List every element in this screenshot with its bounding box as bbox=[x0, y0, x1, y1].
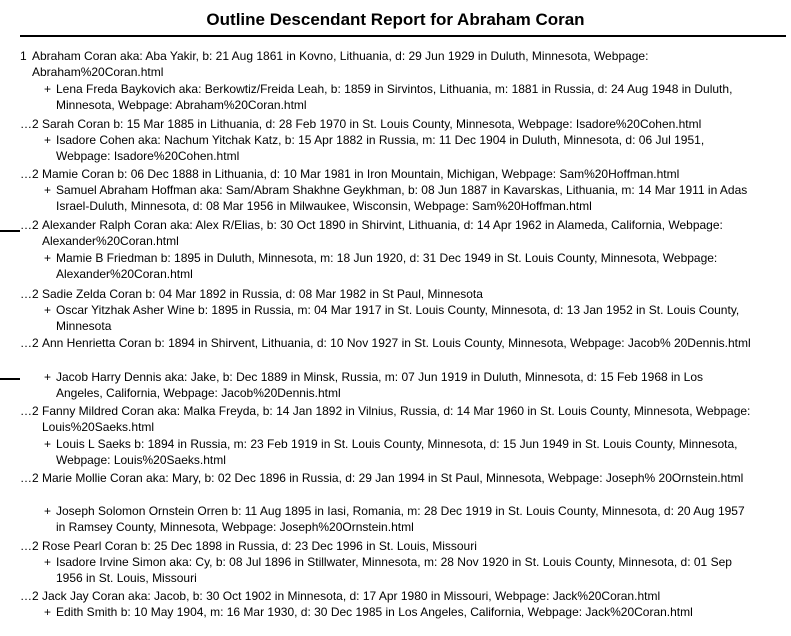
entry-prefix: + bbox=[44, 82, 52, 96]
entry-prefix: …2 bbox=[20, 404, 39, 418]
entry-text: Ann Henrietta Coran b: 1894 in Shirvent, Lithuania, d: 10 Nov 1927 in St. Louis County, Minnesota, Webpage: Jacob% 20Dennis.html bbox=[42, 336, 751, 350]
entry-prefix: + bbox=[44, 437, 52, 451]
entry-prefix: …2 bbox=[20, 167, 39, 181]
child-entry bbox=[20, 335, 762, 351]
entry-text: Fanny Mildred Coran aka: Malka Freyda, b: 14 Jan 1892 in Vilnius, Russia, d: 14 Mar 1960 in St. Louis County, Minnesota, Webpage: Louis%20Saeks.html bbox=[42, 404, 751, 434]
spouse-entry bbox=[32, 604, 750, 620]
entry-prefix: …2 bbox=[20, 336, 39, 350]
entry-prefix: …2 bbox=[20, 589, 39, 603]
entry-text: Sarah Coran b: 15 Mar 1885 in Lithuania, d: 28 Feb 1970 in St. Louis County, Minnesota, Webpage: Isadore%20Cohen.html bbox=[42, 117, 702, 131]
entry-text: Oscar Yitzhak Asher Wine b: 1895 in Russia, m: 04 Mar 1917 in St. Louis County, Minnesota, d: 13 Jan 1952 in St. Louis County, Minnesota bbox=[56, 303, 740, 333]
spouse-entry bbox=[32, 554, 750, 586]
entry-text: Sadie Zelda Coran b: 04 Mar 1892 in Russia, d: 08 Mar 1982 in St Paul, Minnesota bbox=[42, 287, 483, 301]
person-entry bbox=[20, 48, 750, 80]
report-title: Outline Descendant Report for Abraham Coran bbox=[206, 10, 585, 29]
child-entry bbox=[20, 116, 762, 132]
entry-prefix: 1 bbox=[20, 49, 27, 63]
entry-prefix: …2 bbox=[20, 117, 39, 131]
entry-text: Joseph Solomon Ornstein Orren b: 11 Aug 1895 in Iasi, Romania, m: 28 Dec 1919 in St. Louis County, Minnesota, d: 20 Aug 1957 in Ramsey County, Minnesota, Webpage: Joseph%20Ornstein.html bbox=[56, 504, 745, 534]
child-entry bbox=[20, 588, 762, 604]
entry-prefix: + bbox=[44, 504, 52, 518]
child-entry bbox=[20, 538, 762, 554]
entry-prefix: …2 bbox=[20, 287, 39, 301]
entry-text: Jacob Harry Dennis aka: Jake, b: Dec 1889 in Minsk, Russia, m: 07 Jun 1919 in Duluth, Minnesota, d: 15 Feb 1968 in Los Angeles, California, Webpage: Jacob%20Dennis.html bbox=[56, 370, 704, 400]
spouse-entry bbox=[32, 503, 750, 535]
spouse-entry bbox=[32, 436, 750, 468]
entry-text: Isadore Irvine Simon aka: Cy, b: 08 Jul 1896 in Stillwater, Minnesota, m: 28 Nov 1920 in St. Louis County, Minnesota, d: 01 Sep 1956 in St. Louis, Missouri bbox=[56, 555, 732, 585]
entry-prefix: + bbox=[44, 183, 52, 197]
page-margin-mark bbox=[0, 378, 20, 380]
entry-text: Jack Jay Coran aka: Jacob, b: 30 Oct 1902 in Minnesota, d: 17 Apr 1980 in Missouri, Webpage: Jack%20Coran.html bbox=[42, 589, 661, 603]
entry-prefix: + bbox=[44, 303, 52, 317]
entry-prefix: + bbox=[44, 251, 52, 265]
title-rule bbox=[20, 35, 786, 37]
entry-prefix: + bbox=[44, 133, 52, 147]
entry-prefix: …2 bbox=[20, 471, 39, 485]
child-entry bbox=[20, 470, 762, 486]
entry-text: Mamie B Friedman b: 1895 in Duluth, Minnesota, m: 18 Jun 1920, d: 31 Dec 1949 in St. Louis County, Minnesota, Webpage: Alexander%20Coran.html bbox=[56, 251, 718, 281]
entry-text: Louis L Saeks b: 1894 in Russia, m: 23 Feb 1919 in St. Louis County, Minnesota, d: 15 Jun 1949 in St. Louis County, Minnesota, Webpage: Louis%20Saeks.html bbox=[56, 437, 738, 467]
spouse-entry bbox=[32, 250, 750, 282]
entry-text: Marie Mollie Coran aka: Mary, b: 02 Dec 1896 in Russia, d: 29 Jan 1994 in St Paul, Minnesota, Webpage: Joseph% 20Ornstein.html bbox=[42, 471, 744, 485]
entry-prefix: …2 bbox=[20, 539, 39, 553]
child-entry bbox=[20, 217, 762, 249]
entry-text: Abraham Coran aka: Aba Yakir, b: 21 Aug 1861 in Kovno, Lithuania, d: 29 Jun 1929 in Duluth, Minnesota, Webpage: Abraham%20Coran.html bbox=[32, 49, 649, 79]
child-entry bbox=[20, 403, 762, 435]
entry-prefix: + bbox=[44, 605, 52, 619]
entry-prefix: + bbox=[44, 555, 52, 569]
child-entry bbox=[20, 166, 762, 182]
entry-text: Edith Smith b: 10 May 1904, m: 16 Mar 1930, d: 30 Dec 1985 in Los Angeles, California, Webpage: Jack%20Coran.html bbox=[56, 605, 693, 619]
entry-text: Alexander Ralph Coran aka: Alex R/Elias, b: 30 Oct 1890 in Shirvint, Lithuania, d: 14 Apr 1962 in Alameda, California, Webpage: Alexander%20Coran.html bbox=[42, 218, 723, 248]
spouse-entry bbox=[32, 132, 750, 164]
spouse-entry bbox=[32, 81, 750, 113]
child-entry bbox=[20, 286, 762, 302]
entry-text: Isadore Cohen aka: Nachum Yitchak Katz, b: 15 Apr 1882 in Russia, m: 11 Dec 1904 in Duluth, Minnesota, d: 06 Jul 1951, Webpage: Isadore%20Cohen.html bbox=[56, 133, 705, 163]
entry-text: Samuel Abraham Hoffman aka: Sam/Abram Shakhne Geykhman, b: 08 Jun 1887 in Kavarskas, Lithuania, m: 14 Mar 1911 in Adas Israel-Duluth, Minnesota, d: 08 Mar 1956 in Milwaukee, Wisconsin, Webpage: Sam%20Hoffman.html bbox=[56, 183, 748, 213]
entry-prefix: + bbox=[44, 370, 52, 384]
page-margin-mark bbox=[0, 230, 20, 232]
entry-text: Rose Pearl Coran b: 25 Dec 1898 in Russia, d: 23 Dec 1996 in St. Louis, Missouri bbox=[42, 539, 477, 553]
entry-prefix: …2 bbox=[20, 218, 39, 232]
entry-text: Lena Freda Baykovich aka: Berkowtiz/Freida Leah, b: 1859 in Sirvintos, Lithuania, m: 1881 in Russia, d: 24 Aug 1948 in Duluth, Minnesota, Webpage: Abraham%20Coran.html bbox=[56, 82, 733, 112]
spouse-entry bbox=[32, 369, 750, 401]
spouse-entry bbox=[32, 302, 750, 334]
entry-text: Mamie Coran b: 06 Dec 1888 in Lithuania, d: 10 Mar 1981 in Iron Mountain, Michigan, Webpage: Sam%20Hoffman.html bbox=[42, 167, 680, 181]
spouse-entry bbox=[32, 182, 750, 214]
